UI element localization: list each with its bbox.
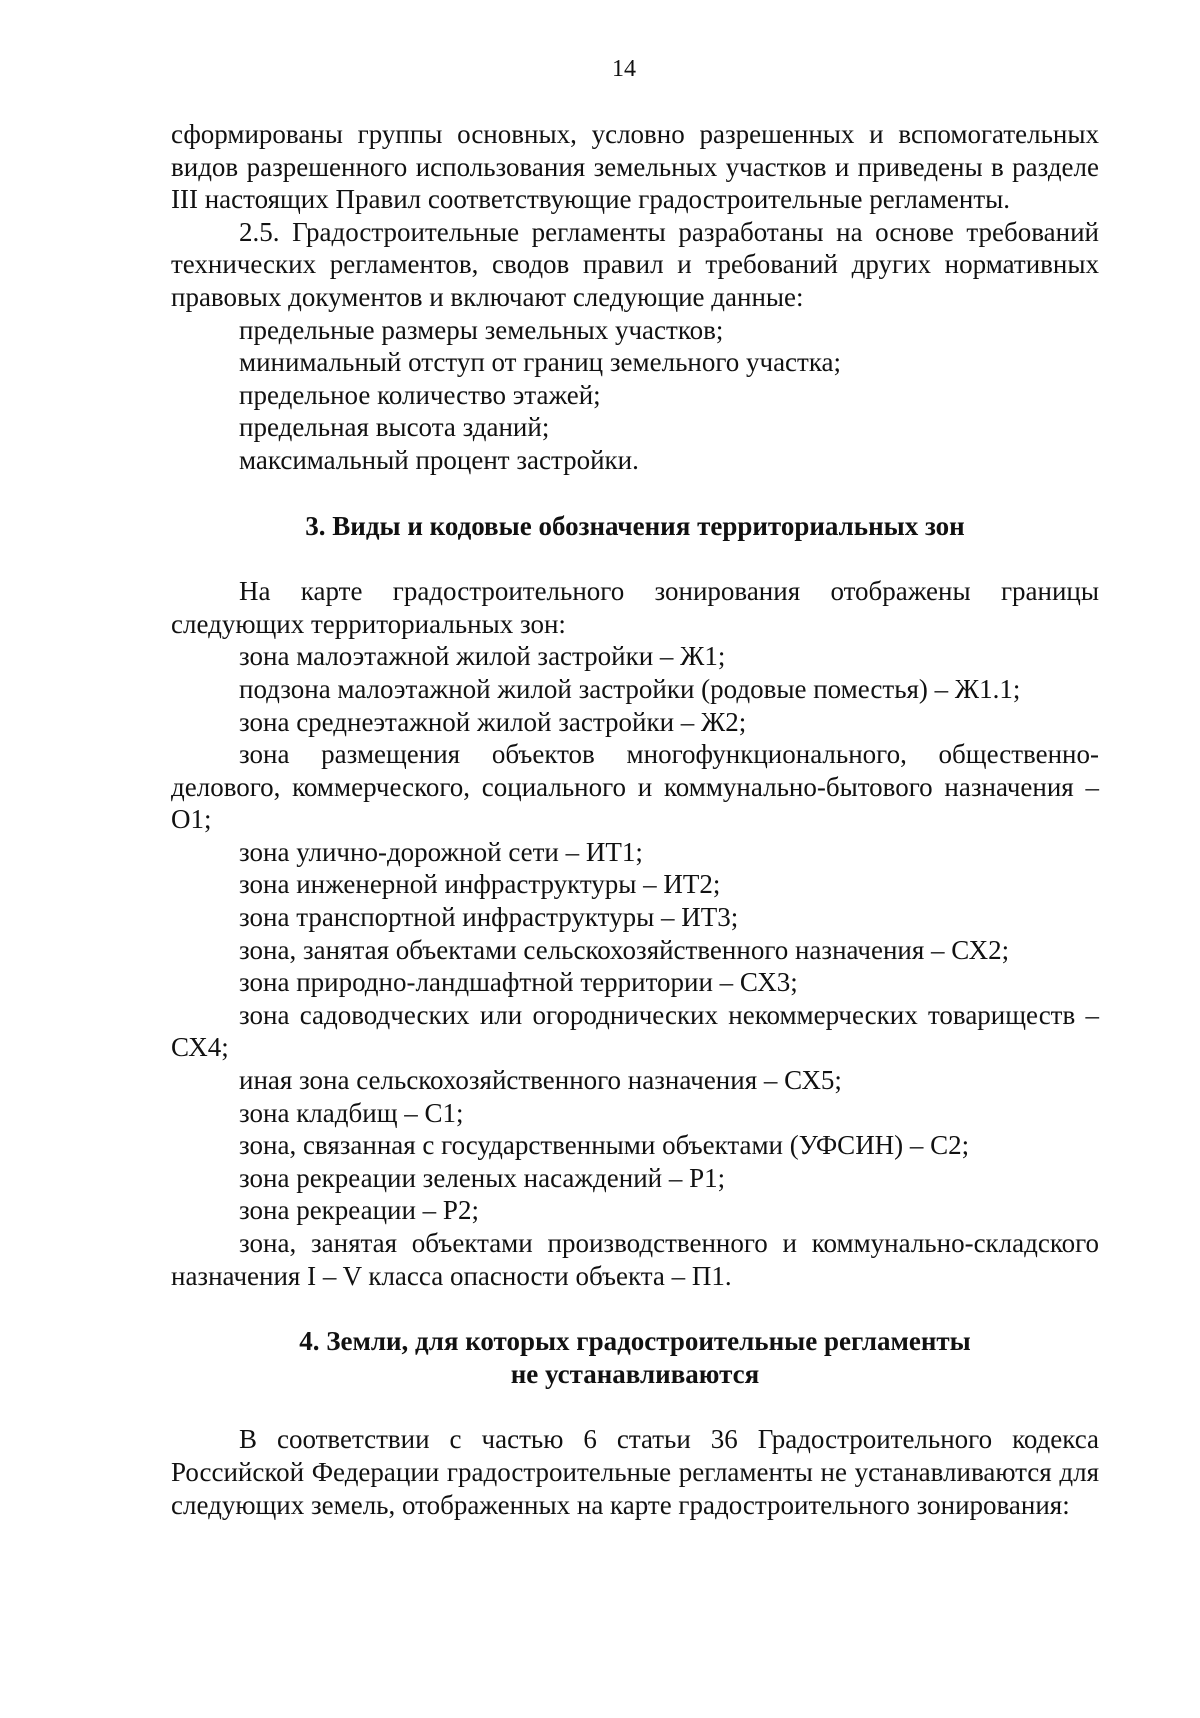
zone-item: зона транспортной инфраструктуры – ИТ3; xyxy=(239,902,739,933)
page-number: 14 xyxy=(612,56,636,82)
section-3-heading: 3. Виды и кодовые обозначения территориальных зон xyxy=(305,510,965,541)
zone-item: зона рекреации – Р2; xyxy=(239,1195,479,1226)
section-3-lead: На карте градостроительного зонирования отображены границы следующих территориальных зон: xyxy=(171,576,1099,639)
zone-item: зона малоэтажной жилой застройки – Ж1; xyxy=(239,641,726,672)
list-item: предельное количество этажей; xyxy=(239,379,601,410)
section-4-body: В соответствии с частью 6 статьи 36 Градостроительного кодекса Российской Федерации градостроительные регламенты не устанавливаются для следующих земель, отображенных на карте градостроительного зонирования: xyxy=(171,1424,1099,1520)
zone-item: зона размещения объектов многофункционального, общественно-делового, коммерческого, социального и коммунально-бытового назначения – О1; xyxy=(171,739,1099,835)
list-item: максимальный процент застройки. xyxy=(239,444,639,475)
zone-item: зона рекреации зеленых насаждений – Р1; xyxy=(239,1162,726,1193)
intro-continuation: сформированы группы основных, условно разрешенных и вспомогательных видов разрешенного использования земельных участков и приведены в разделе III настоящих Правил соответствующие градостроительные регламенты. xyxy=(171,119,1099,215)
zone-item: зона садоводческих или огороднических некоммерческих товариществ – СХ4; xyxy=(171,999,1099,1063)
page-content xyxy=(171,118,1099,1521)
zone-item: зона природно-ландшафтной территории – СХ3; xyxy=(239,967,798,998)
zone-item: зона, занятая объектами производственного и коммунально-складского назначения I – V класса опасности объекта – П1. xyxy=(171,1228,1099,1291)
zone-item: зона, связанная с государственными объектами (УФСИН) – С2; xyxy=(239,1130,970,1161)
section-4-heading-line1: 4. Земли, для которых градостроительные регламенты xyxy=(299,1326,971,1357)
zone-item: зона среднеэтажной жилой застройки – Ж2; xyxy=(239,706,747,737)
zone-item: зона, занятая объектами сельскохозяйственного назначения – СХ2; xyxy=(239,934,1010,965)
zone-item: зона кладбищ – С1; xyxy=(239,1097,464,1128)
list-item: предельные размеры земельных участков; xyxy=(239,314,724,345)
list-item: предельная высота зданий; xyxy=(239,412,550,443)
clause-2-5: 2.5. Градостроительные регламенты разработаны на основе требований технических регламентов, сводов правил и требований других нормативных правовых документов и включают следующие данные: xyxy=(171,216,1099,312)
section-4-heading xyxy=(171,1325,1099,1390)
zone-item: иная зона сельскохозяйственного назначения – СХ5; xyxy=(239,1065,842,1096)
zone-item: зона улично-дорожной сети – ИТ1; xyxy=(239,836,643,867)
zone-item: зона инженерной инфраструктуры – ИТ2; xyxy=(239,869,721,900)
section-4-heading-line2: не устанавливаются xyxy=(510,1358,760,1389)
list-item: минимальный отступ от границ земельного участка; xyxy=(239,347,842,378)
zone-item: подзона малоэтажной жилой застройки (родовые поместья) – Ж1.1; xyxy=(239,673,1021,704)
